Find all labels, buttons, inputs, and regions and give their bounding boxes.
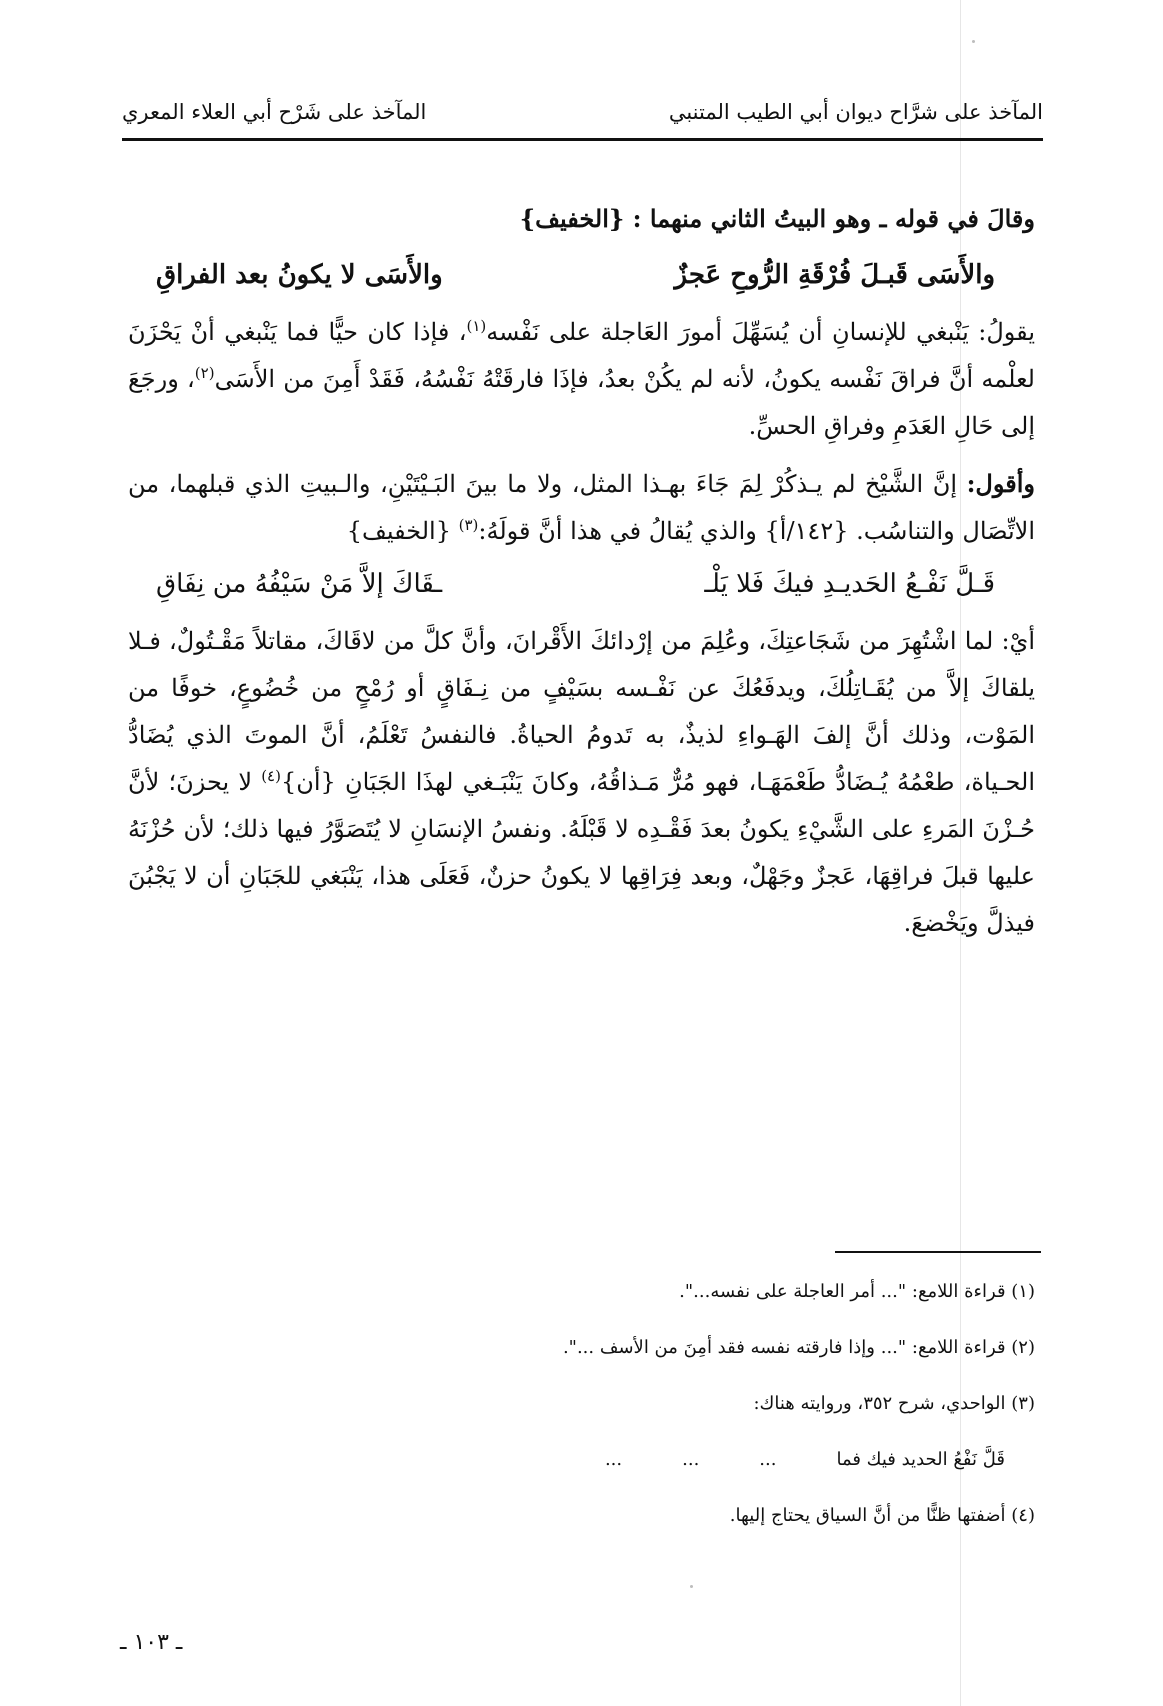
- paragraph-commentary: [128, 309, 1035, 450]
- verse-2-first-hemistich: قَـلَّ نَفْـعُ الحَديـدِ فيكَ فَلا يَلْـ: [704, 569, 995, 599]
- scan-speck: [690, 1585, 693, 1588]
- verse-2-second-hemistich: ـقَاكَ إلاَّ مَنْ سَيْفُهُ من نِفَاقِ: [156, 569, 443, 599]
- paragraph-3-text: أيْ: لما اشْتُهِرَ من شَجَاعتِكَ، وعُلِمَ من إرْدائكَ الأَقْرانَ، وأنَّ كلَّ من لاقَاكَ، مقاتلاً مَقْـتُولٌ، فـلا يلقاكَ إلاَّ من يُقَـاتِلُكَ، ويدفَعُكَ عن نَفْـسه بسَيْفٍ من نِـفَاقٍ أو رُمْحٍ من خُضُوعٍ، خوفًا من المَوْت، وذلك أنَّ إلفَ الهَـواءِ لذيذٌ، به تَدومُ الحياةُ. فالنفسُ تَعْلَمُ، أنَّ الموتَ الذي يُضَادُّ الحـياة، طعْمُهُ يُـضَادُّ طَعْمَهَـا، فهو مُرٌّ مَـذاقُهُ، وكانَ يَنْبَـغي لهذَا الجَبَانِ {أن}: [128, 627, 1035, 796]
- verse-1: [156, 252, 995, 299]
- paragraph-1-text: يقولُ: يَنْبغي للإنسانِ أن يُسَهِّلَ أمورَ العَاجلة على نَفْسه: [486, 318, 1036, 346]
- footnote-2: (٢) قراءة اللامع: "... وإذا فارقته نفسه فقد أمِنَ من الأسف ...".: [562, 1337, 1035, 1358]
- footnote-ref-2: (٢): [194, 364, 215, 382]
- footnote-3-verse: [260, 1446, 1005, 1474]
- verse-2: [156, 561, 995, 608]
- scan-speck: [972, 40, 975, 43]
- footnote-4: (٤) أضفتها ظنًّا من أنَّ السياق يحتاج إليها.: [729, 1505, 1035, 1526]
- paragraph-1-text-end: ، ورجَعَ إلى حَالِ العَدَمِ وفراقِ الحسِّ.: [128, 365, 1035, 440]
- paragraph-2-lead: وأقول:: [966, 469, 1035, 498]
- running-header-section-title: المآخذ على شَرْح أبي العلاء المعري: [122, 100, 427, 124]
- header-rule: [122, 138, 1043, 141]
- paragraph-2-meter: {الخفيف}: [346, 517, 459, 545]
- footnote-3-ellipsis: ...: [759, 1449, 777, 1470]
- verse-1-first-hemistich: والأَسَى قَبـلَ فُرْقَةِ الرُّوحِ عَجزٌ: [674, 260, 995, 290]
- footnote-3-ellipsis: ...: [604, 1449, 623, 1470]
- footnote-3-ellipsis: ...: [682, 1449, 700, 1470]
- page-number: ـ ١٠٣ ـ: [120, 1630, 183, 1655]
- footnote-ref-3: (٣): [458, 516, 479, 534]
- footnote-3-verse-text: قَلَّ نَفْعُ الحديد فيك فما: [836, 1449, 1005, 1470]
- paragraph-3-text-end: لا يحزنَ؛ لأنَّ حُـزْنَ المَرءِ على الشَّيْءِ يكونُ بعدَ فَقْـدِه لا قَبْلَهُ. ونفسُ الإنسَانِ لا يُتَصَوَّرُ فيها ذلك؛ لأن حُزْنَهُ عليها قبلَ فراقِهَا، عَجزٌ وجَهْلٌ، وبعد فِرَاقِها لا يكونُ حزنٌ، فَعَلَى هذا، يَنْبَغي للجَبَانِ أن لا يَجْبُنَ فيذلَّ ويَخْضعَ.: [128, 768, 1035, 937]
- footnote-ref-1: (١): [466, 317, 487, 335]
- footnote-rule: [835, 1251, 1041, 1253]
- paragraph-author-response: [128, 460, 1035, 555]
- running-header-book-title: المآخذ على شرَّاح ديوان أبي الطيب المتنبي: [668, 100, 1043, 124]
- intro-line: وقالَ في قوله ـ وهو البيتُ الثاني منهما : {الخفيف}: [519, 204, 1035, 233]
- paragraph-explanation: [128, 618, 1035, 947]
- footnote-ref-4: (٤): [261, 767, 281, 785]
- paragraph-2-text: إنَّ الشَّيْخ لم يـذكُرْ لِمَ جَاءَ بهـذا المثل، ولا ما بينَ البَـيْتَيْنِ، والـبيتِ الذي قبلهما، من الاتِّصَال والتناسُب. {١٤٢/أ} والذي يُقالُ في هذا أنَّ قولَهُ:: [128, 470, 1035, 545]
- verse-1-second-hemistich: والأَسَى لا يكونُ بعد الفراقِ: [156, 260, 443, 290]
- main-text: [128, 195, 1035, 947]
- paragraph-1-text-cont: ، فإذا كان حيًّا فما يَنْبغي أنْ يَحْزَنَ لعلْمه أنَّ فراقَ نَفْسه يكونُ، لأنه لم يكُنْ بعدُ، فإذَا فارقَتْهُ نَفْسُهُ، فَقَدْ أَمِنَ من الأَسَى: [128, 318, 1035, 393]
- footnote-3: (٣) الواحدي، شرح ٣٥٢، وروايته هناك:: [753, 1393, 1035, 1414]
- footnotes: [260, 1278, 1035, 1558]
- footnote-1: (١) قراءة اللامع: "... أمر العاجلة على نفسه...".: [679, 1281, 1035, 1302]
